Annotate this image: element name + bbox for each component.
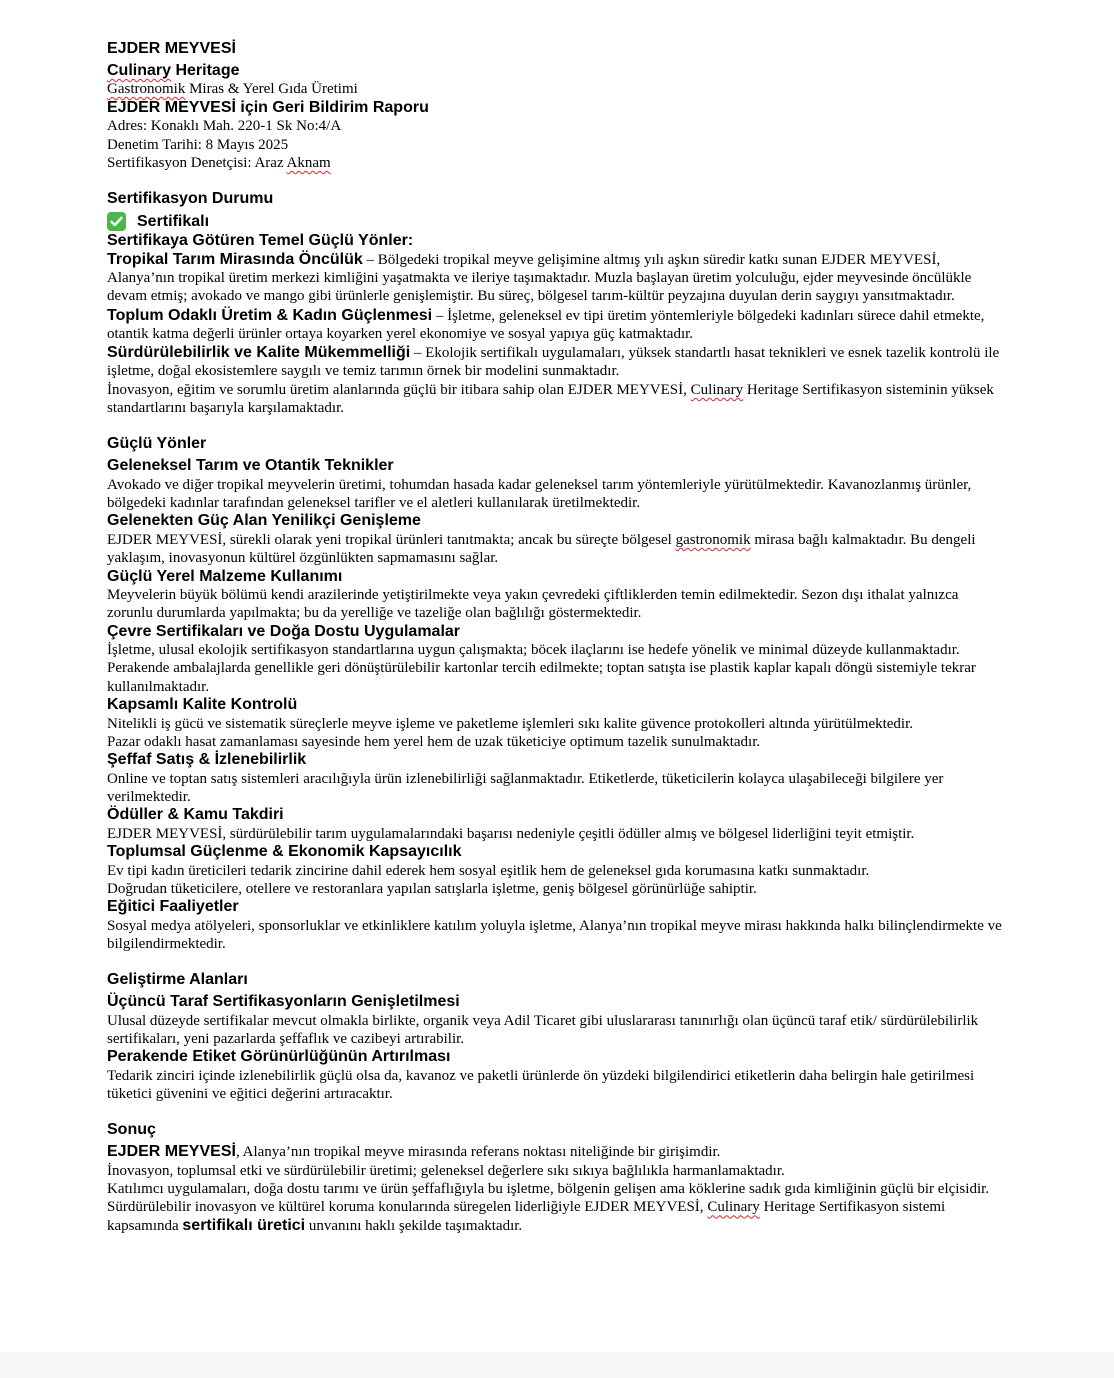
viewer-bottom-bar (0, 1352, 1114, 1378)
inspector-last: Aknam (286, 154, 331, 171)
lead-rest: , Alanya’nın tropikal meyve mirasında referans noktası niteliğinde bir girişimdir. (235, 1144, 721, 1161)
strength-text: EJDER MEYVESİ, sürdürülebilir tarım uygulamalarındaki başarısı nedeniyle çeşitli ödüller almış ve bölgesel liderliğini teyit etmiştir. (107, 825, 915, 842)
program-word-2: Heritage (171, 62, 240, 79)
strength-text: Meyvelerin büyük bölümü kendi arazilerinde yetiştirilmekte veya yakın çevredeki çiftliklerden temin edilmektedir. Sezon dışı ithalat yalnızca zorunlu durumlarda yapılmakta; bu da yerelliğe ve tazeliğe olan bağlılığı göstermektedir. (107, 587, 959, 622)
certification-heading: Sertifikasyon Durumu (107, 190, 274, 208)
program-name (107, 61, 1007, 80)
strength-item (107, 751, 1007, 806)
audit-date: Denetim Tarihi: 8 Mayıs 2025 (107, 136, 289, 153)
conclusion-text: İnovasyon, toplumsal etki ve sürdürülebilir üretimi; geleneksel değerlere sıkı sıkıya bağlılıkla harmanlamaktadır. (107, 1162, 785, 1179)
strength-text: Online ve toptan satış sistemleri aracılığıyla ürün izlenebilirliği sağlanmaktadır. Etiketlerde, tüketicilerin kolayca ulaşabileceği bilgilere yer verilmektedir. (107, 770, 944, 805)
strength-title: Şeffaf Satış & İzlenebilirlik (107, 751, 307, 769)
company-name: EJDER MEYVESİ (107, 40, 236, 57)
conclusion-final (107, 1198, 1007, 1235)
key-point-title: Toplum Odaklı Üretim & Kadın Güçlenmesi (107, 306, 433, 324)
improvement-item (107, 1048, 1007, 1103)
improvements-heading: Geliştirme Alanları (107, 971, 248, 989)
final-bold: sertifikalı üretici (182, 1216, 306, 1234)
key-point-title: Tropikal Tarım Mirasında Öncülük (107, 250, 363, 268)
strength-text: Ev tipi kadın üreticileri tedarik zincirine dahil ederek hem sosyal eşitlik hem de geleneksel gıda korumasına katkı sunmaktadır. (107, 862, 870, 879)
strength-title: Çevre Sertifikaları ve Doğa Dostu Uygulamalar (107, 622, 461, 640)
strength-item (107, 568, 1007, 623)
strength-title: Eğitici Faaliyetler (107, 898, 239, 916)
text-after: mirasa bağlı kalmaktadır. Bu dengeli yaklaşım, inovasyonun kültürel özgünlükten sapmamasını sağlar. (107, 531, 976, 567)
text-word: gastronomik (675, 531, 751, 548)
final-after: unvanını haklı şekilde taşımaktadır. (305, 1217, 523, 1234)
strengths-heading: Güçlü Yönler (107, 435, 207, 453)
strength-text: Doğrudan tüketicilere, otellere ve restoranlara yapılan satışlarla işletme, geniş bölgesel görünürlüğe sahiptir. (107, 880, 757, 897)
strength-text: Pazar odaklı hasat zamanlaması sayesinde hem yerel hem de uzak tüketiciye optimum tazelik sunulmaktadır. (107, 733, 761, 750)
strength-item (107, 696, 1007, 751)
strength-title: Güçlü Yerel Malzeme Kullanımı (107, 567, 343, 585)
strength-item (107, 512, 1007, 567)
key-point-text: – İşletme, geleneksel ev tipi üretim yöntemleriyle bölgedeki kadınları sürece dahil etmekte, otantik katma değerli ürünler ortaya koyarken yerel ekonomiye ve sosyal yapıya güç katmaktadır. (107, 307, 985, 342)
lead-bold: EJDER MEYVESİ (107, 1143, 236, 1161)
strength-text: Perakende ambalajlarda genellikle geri dönüştürülebilir kartonlar tercih edilmekte; toptan satışta ise plastik kaplar kapalı döngü sistemiyle tekrar kullanılmaktadır. (107, 660, 976, 695)
strength-text (107, 531, 1007, 568)
text-before: EJDER MEYVESİ, sürekli olarak yeni tropikal ürünleri tanıtmakta; ancak bu süreçte bölgesel (107, 531, 676, 548)
closing-after: Heritage Sertifikasyon sisteminin yüksek standartlarını başarıyla karşılamaktadır. (107, 381, 994, 417)
strength-title: Kapsamlı Kalite Kontrolü (107, 696, 298, 714)
closing-before: İnovasyon, eğitim ve sorumlu üretim alanlarında güçlü bir itibara sahip olan EJDER MEYVESİ, (107, 381, 691, 398)
report-page (107, 39, 1007, 1235)
improvement-item (107, 993, 1007, 1048)
report-title: EJDER MEYVESİ için Geri Bildirim Raporu (107, 99, 429, 117)
check-mark-icon (107, 212, 126, 231)
key-point-text: – Bölgedeki tropikal meyve gelişimine altmış yılı aşkın süredir katkı sunan EJDER MEYVESİ, Alanya’nın tropikal üretim merkezi kimliğini yaşatmakta ve ileriye taşımaktadır. Muzla başlayan üretim yolculuğu, ejder meyvesinde öncülükle devam etmiş; avokado ve mango gibi ürünlerle genişlemiştir. Bu süreç, bölgesel tarım-kültür peyzajına duyulan derin saygıyı yansıtmaktadır. (107, 251, 972, 305)
conclusion-heading: Sonuç (107, 1121, 156, 1139)
strength-item (107, 898, 1007, 953)
conclusion-text: Katılımcı uygulamaları, doğa dostu tarımı ve ürün şeffaflığıyla bu işletme, bölgenin gelişen ama köklerine sadık gıda kimliğinin güçlü bir elçisidir. (107, 1180, 990, 1197)
closing-word: Culinary (690, 381, 744, 398)
strength-text: Nitelikli iş gücü ve sistematik süreçlerle meyve işleme ve paketleme işlemleri sıkı kalite güvence protokolleri altında yürütülmektedir. (107, 715, 914, 732)
improvement-text: Tedarik zinciri içinde izlenebilirlik güçlü olsa da, kavanoz ve paketli ürünlerde ön yüzdeki bilgilendirici etiketlerin daha belirgin hale getirilmesi tüketici güvenini ve eğitici değerini artıracaktır. (107, 1067, 975, 1103)
strength-item (107, 806, 1007, 843)
inspector (107, 154, 1007, 172)
program-subtitle (107, 80, 1007, 98)
document-header (107, 39, 1007, 172)
strength-title: Geleneksel Tarım ve Otantik Teknikler (107, 457, 394, 475)
final-word: Culinary (707, 1199, 760, 1216)
status-badge (107, 212, 1007, 231)
status-label: Sertifikalı (137, 212, 210, 230)
key-point-text: – Ekolojik sertifikalı uygulamaları, yüksek standartlı hasat teknikleri ve esnek tazelik kontrolü ile işletme, doğal ekosistemlere saygılı ve temiz tarımın örnek bir modelini sunmaktadır. (107, 345, 1000, 380)
strength-item (107, 457, 1007, 512)
conclusion-lead (107, 1143, 1007, 1161)
final-before: Sürdürülebilir inovasyon ve kültürel koruma konularında süregelen liderliğiyle EJDER MEYVESİ, (107, 1199, 708, 1216)
key-point-title: Sürdürülebilirlik ve Kalite Mükemmelliği (107, 344, 411, 362)
strength-item (107, 623, 1007, 696)
improvement-title: Üçüncü Taraf Sertifikasyonların Genişletilmesi (107, 993, 460, 1011)
key-point (107, 344, 1007, 381)
strength-title: Ödüller & Kamu Takdiri (107, 806, 284, 824)
certification-closing (107, 381, 1007, 418)
improvement-title: Perakende Etiket Görünürlüğünün Artırılması (107, 1048, 451, 1066)
final-mid: Heritage Sertifikasyon sistemi kapsamında (107, 1199, 946, 1234)
improvement-text: Ulusal düzeyde sertifikalar mevcut olmakla birlikte, organik veya Adil Ticaret gibi uluslararası tanınırlığı olan üçüncü taraf etik/ sürdürülebilirlik sertifikaları, yeni pazarlarda şeffaflık ve cazibeyi artırabilir. (107, 1012, 979, 1047)
program-word-1: Culinary (107, 62, 172, 79)
subtitle-rest: Miras & Yerel Gıda Üretimi (185, 81, 358, 97)
strength-text: Avokado ve diğer tropikal meyvelerin üretimi, tohumdan hasada kadar geleneksel tarım yöntemleriyle yürütülmektedir. Kavanozlanmış ürünler, bölgedeki kadınlar tarafından geleneksel tarifler ve el aletleri kullanılarak üretilmektedir. (107, 476, 972, 512)
inspector-prefix: Sertifikasyon Denetçisi: Araz (107, 154, 287, 171)
key-point (107, 307, 1007, 344)
address: Adres: Konaklı Mah. 220-1 Sk No:4/A (107, 118, 342, 135)
strength-title: Gelenekten Güç Alan Yenilikçi Genişleme (107, 512, 421, 530)
key-point (107, 251, 1007, 306)
strength-item (107, 843, 1007, 898)
strength-text: Sosyal medya atölyeleri, sponsorluklar ve etkinliklere katılım yoluyla işletme, Alanya’nın tropikal meyve mirası hakkında halkı bilinçlendirmekte ve bilgilendirmektedir. (107, 917, 1002, 952)
strength-text: İşletme, ulusal ekolojik sertifikasyon standartlarına uygun çalışmakta; böcek ilaçlarını ise hedefe yönelik ve minimal düzeyde kullanmaktadır. (107, 642, 960, 659)
subtitle-word-1: Gastronomik (107, 81, 186, 97)
strength-title: Toplumsal Güçlenme & Ekonomik Kapsayıcılık (107, 843, 462, 861)
key-strengths-heading: Sertifikaya Götüren Temel Güçlü Yönler: (107, 232, 414, 250)
